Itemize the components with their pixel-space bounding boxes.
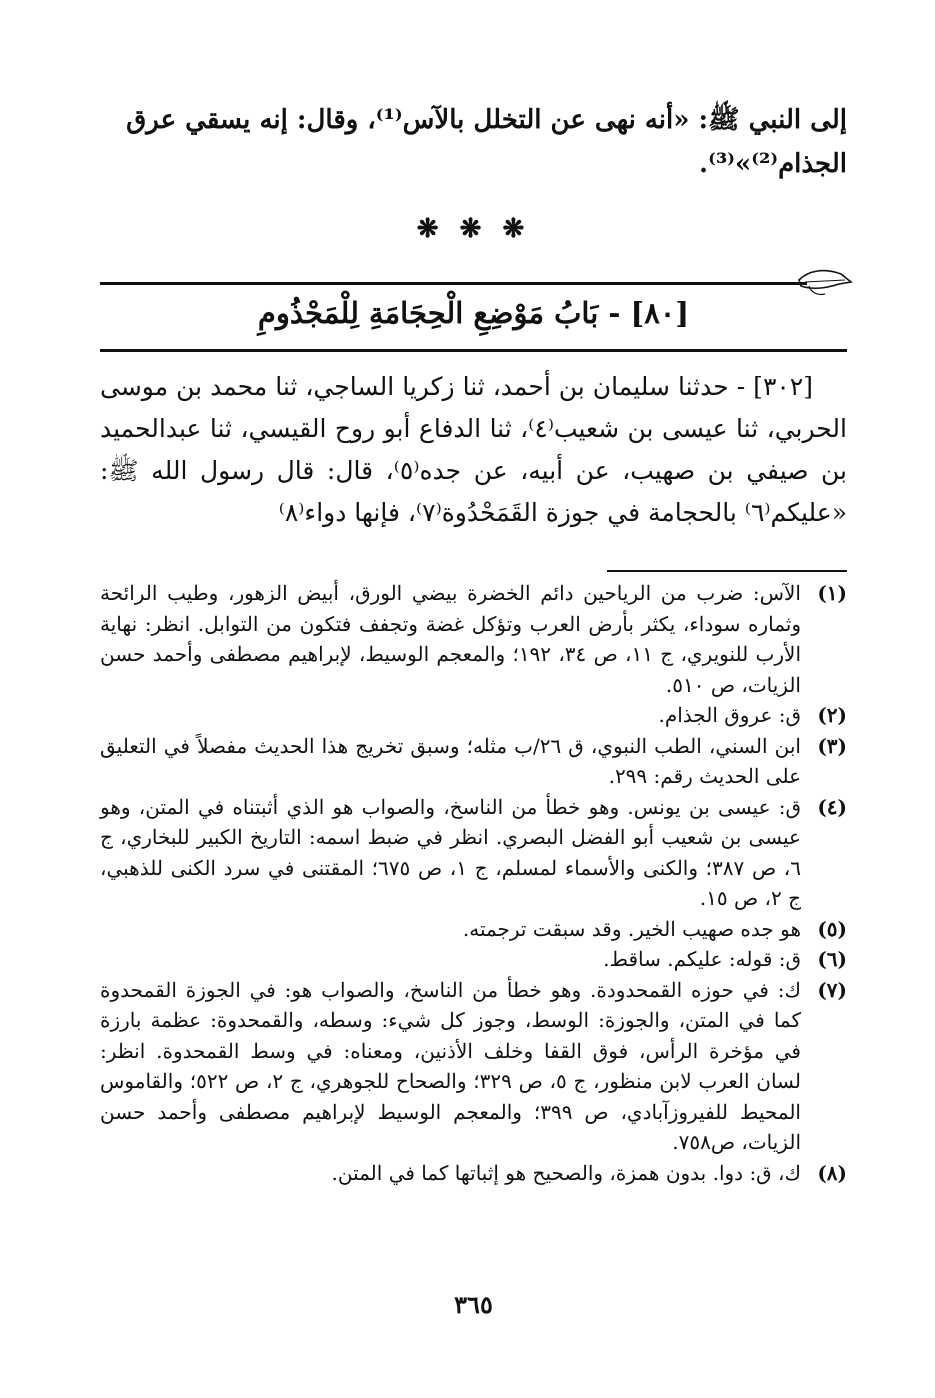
footnote-text: ق: عيسى بن يونس. وهو خطأ من الناسخ، والصواب هو الذي أثبتناه في المتن، وهو عيسى بن شعيب أبو الفضل البصري. انظر في ضبط اسمه: التاريخ الكبير للبخاري، ج ٦، ص ٣٨٧؛ والكنى والأسماء لمسلم، ج ١، ص ٦٧٥؛ المقتنى في سرد الكنى للذهبي، ج ٢، ص ١٥. xyxy=(100,794,801,910)
continued-paragraph-line-1: إلى النبي ﷺ: «أنه نهى عن التخلل بالآس⁽¹⁾، وقال: إنه يسقي عرق xyxy=(126,105,847,135)
footnote-item xyxy=(100,944,847,975)
footnote-text: ابن السني، الطب النبوي، ق ٢٦/ب مثله؛ وسبق تخريج هذا الحديث مفصلاً في التعليق على الحديث رقم: ٢٩٩. xyxy=(100,733,801,788)
footnote-text: الآس: ضرب من الرياحين دائم الخضرة بيضي الورق، أبيض الزهور، وطيب الرائحة وثماره سوداء، يكثر بأرض العرب وتؤكل غضة وتجفف فتكون من التوابل. انظر: نهاية الأرب للنويري، ج ١١، ص ٣٤، ١٩٢؛ والمعجم الوسيط، لإبراهيم مصطفى وأحمد حسن الزيات، ص ٥١٠. xyxy=(100,581,801,697)
footnote-item xyxy=(100,731,847,792)
footnotes xyxy=(100,578,847,1188)
footnote-separator xyxy=(607,570,847,572)
footnote-item xyxy=(100,1158,847,1189)
footnote-number: (٣) xyxy=(817,733,847,758)
footnote-item xyxy=(100,792,847,914)
footnote-text: ك، ق: دوا. بدون همزة، والصحيح هو إثباتها كما في المتن. xyxy=(331,1160,801,1185)
footnote-item xyxy=(100,975,847,1158)
chapter-title: [٨٠] - بَابُ مَوْضِعِ الْحِجَامَةِ لِلْمَجْذُومِ xyxy=(257,296,690,330)
section-separator: ❋ ❋ ❋ xyxy=(416,214,531,244)
footnote-item xyxy=(100,578,847,700)
footnote-number: (١) xyxy=(817,581,847,605)
continued-paragraph-line-2: الجذام⁽²⁾»⁽³⁾. xyxy=(699,149,847,179)
footnote-text: ق: عروق الجذام. xyxy=(658,703,801,727)
hadith-text xyxy=(100,366,847,534)
continued-paragraph xyxy=(100,98,847,186)
footnote-item xyxy=(100,700,847,731)
chapter-rule-top xyxy=(100,282,807,285)
footnote-number: (٥) xyxy=(817,916,847,941)
page-number: ٣٦٥ xyxy=(454,1290,493,1319)
book-page xyxy=(100,0,847,1398)
footnote-number: (٢) xyxy=(817,703,847,727)
footnote-number: (٧) xyxy=(817,977,847,1002)
hadith-paragraph: [٣٠٢] - حدثنا سليمان بن أحمد، ثنا زكريا الساجي، ثنا محمد بن موسى الحربي، ثنا عيسى بن شعيب⁽٤⁾، ثنا الدفاع أبو روح القيسي، ثنا عبدالحميد بن صيفي بن صهيب، عن أبيه، عن جده⁽٥⁾، قال: قال رسول الله ﷺ: «عليكم⁽٦⁾ بالحجامة في جوزة القَمَحْدُوة⁽٧⁾، فإنها دواء⁽٨⁾ xyxy=(100,372,848,527)
footnote-text: هو جده صهيب الخير. وقد سبقت ترجمته. xyxy=(462,916,801,941)
chapter-rule-bottom xyxy=(100,349,847,352)
footnote-number: (٤) xyxy=(817,794,847,819)
footnote-number: (٦) xyxy=(817,947,847,971)
footnote-number: (٨) xyxy=(817,1160,847,1185)
footnote-text: ك: في حوزه القمحدودة. وهو خطأ من الناسخ، والصواب هو: في الجوزة القمحدوة كما في المتن، والجوزة: الوسط، وجوز كل شيء: وسطه، والقمحدوة: عظمة بارزة في مؤخرة الرأس، فوق القفا وخلف الأذنين، ومعناه: في وسط القمحدوة. انظر: لسان العرب لابن منظور، ج ٥، ص ٣٢٩؛ والصحاح للجوهري، ج ٢، ص ٥٢٢؛ والقاموس المحيط للفيروزآبادي، ص ٣٩٩؛ والمعجم الوسيط لإبراهيم مصطفى وأحمد حسن الزيات، ص٧٥٨. xyxy=(100,977,801,1154)
footnote-item xyxy=(100,914,847,945)
footnote-text: ق: قوله: عليكم. ساقط. xyxy=(603,947,801,971)
